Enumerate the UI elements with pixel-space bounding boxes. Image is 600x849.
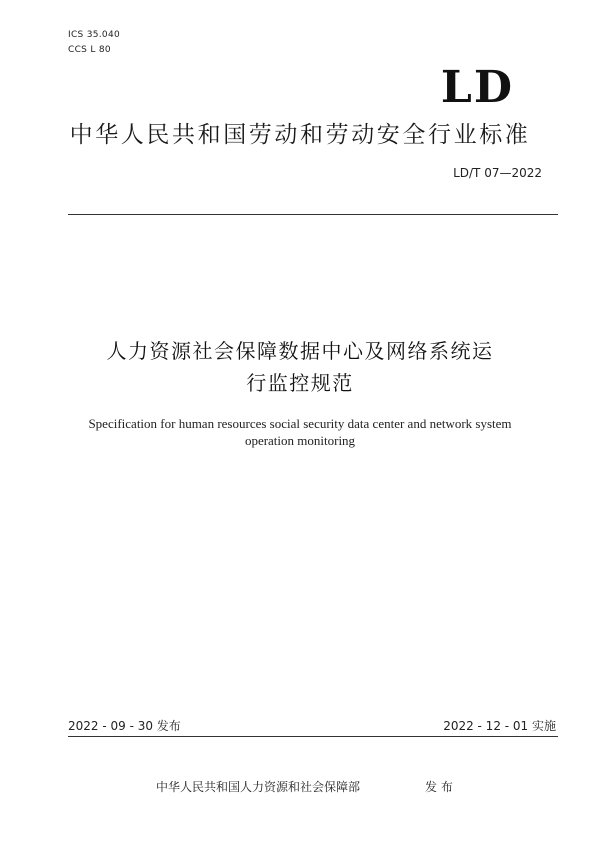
- chinese-title-line-1: 人力资源社会保障数据中心及网络系统运: [106, 339, 494, 363]
- implementation-date: 2022 - 12 - 01 实施: [443, 719, 556, 733]
- english-title-line-2: operation monitoring: [244, 433, 356, 448]
- issue-action: 发 布: [425, 780, 453, 794]
- standard-number: LD/T 07—2022: [453, 166, 542, 180]
- ccs-code: CCS L 80: [68, 45, 111, 55]
- ld-logo: LD: [440, 62, 514, 113]
- chinese-title-line-2: 行监控规范: [246, 371, 354, 395]
- ics-code: ICS 35.040: [68, 30, 121, 40]
- english-title-line-1: Specification for human resources social security data center and network system: [88, 416, 512, 431]
- top-divider: [68, 214, 558, 215]
- issue-date: 2022 - 09 - 30 发布: [68, 719, 181, 733]
- issuing-authority: 中华人民共和国人力资源和社会保障部: [156, 780, 361, 794]
- standard-organization-title: 中华人民共和国劳动和劳动安全行业标准: [69, 122, 531, 148]
- bottom-divider: [68, 736, 558, 737]
